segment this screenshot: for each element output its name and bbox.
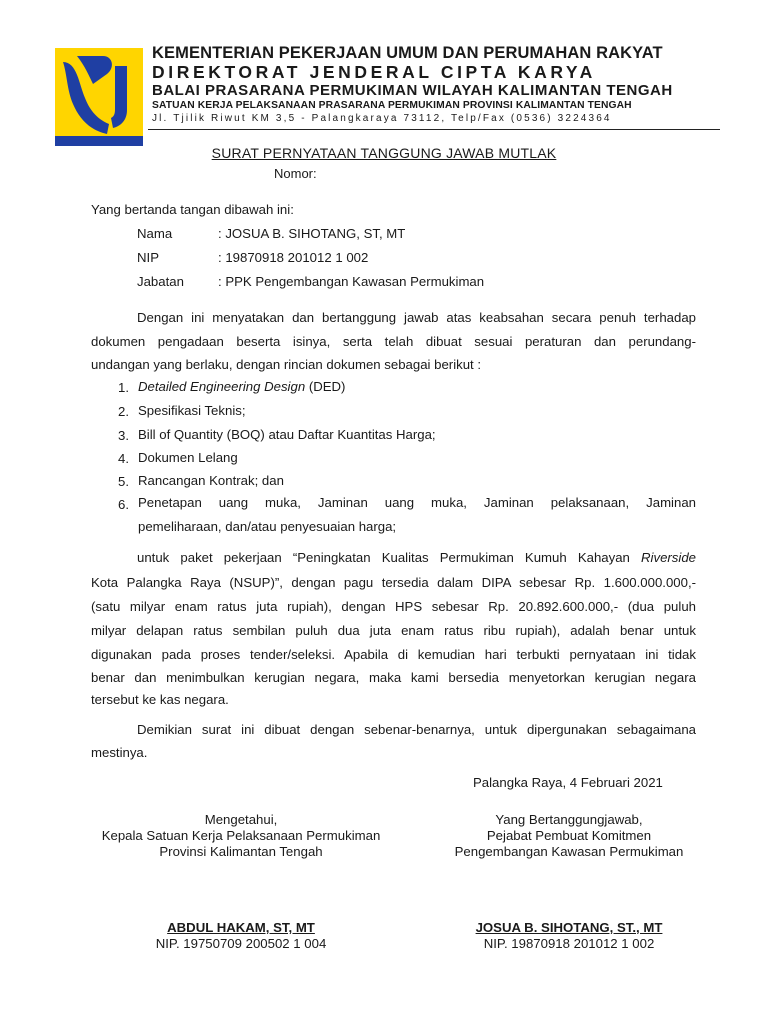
list-number: 6. [118, 497, 129, 512]
letterhead-divider [148, 129, 720, 130]
paragraph-3-line-2: mestinya. [91, 745, 148, 760]
paragraph-2-line-6: benar dan menimbulkan kerugian negara, maka kami bersedia menyetorkan kerugian negara [91, 670, 696, 685]
list-item: Dokumen Lelang [138, 450, 238, 465]
list-item-continuation: pemeliharaan, dan/atau penyesuaian harga; [138, 519, 397, 534]
list-number: 4. [118, 451, 129, 466]
paragraph-2-line-5: digunakan pada proses tender/seleksi. Apabila di kemudian hari terbukti pernyataan ini tidak [91, 647, 696, 662]
signatory-left-line-1: Mengetahui, [204, 812, 278, 827]
paragraph-2-line-1 [137, 550, 696, 565]
signatory-left-signature [80, 920, 402, 952]
identity-value-nip: : 19870918 201012 1 002 [218, 250, 369, 265]
place-date: Palangka Raya, 4 Februari 2021 [473, 775, 663, 790]
paragraph-1-line-1: Dengan ini menyatakan dan bertanggung jawab atas keabsahan secara penuh terhadap [137, 310, 696, 325]
signatory-right-line-3: Pengembangan Kawasan Permukiman [454, 844, 684, 859]
signatory-right-name: JOSUA B. SIHOTANG, ST., MT [475, 920, 663, 935]
list-item: Rancangan Kontrak; dan [138, 473, 284, 488]
signatory-left-line-2: Kepala Satuan Kerja Pelaksanaan Permukiman [101, 828, 381, 843]
list-number: 5. [118, 474, 129, 489]
ministry-name: KEMENTERIAN PEKERJAAN UMUM DAN PERUMAHAN RAKYAT [152, 44, 663, 62]
letter-title: SURAT PERNYATAAN TANGGUNG JAWAB MUTLAK [211, 145, 557, 161]
list-item: Bill of Quantity (BOQ) atau Daftar Kuantitas Harga; [138, 427, 436, 442]
signatory-right-signature [427, 920, 711, 952]
intro-text: Yang bertanda tangan dibawah ini: [91, 202, 294, 217]
paragraph-2-line-2: Kota Palangka Raya (NSUP)”, dengan pagu tersedia dalam DIPA sebesar Rp. 1.600.000.000,- [91, 575, 696, 590]
signatory-left-nip: NIP. 19750709 200502 1 004 [155, 936, 327, 951]
list-item: Penetapan uang muka, Jaminan uang muka, Jaminan pelaksanaan, Jaminan [138, 495, 696, 510]
paragraph-1-line-2: dokumen pengadaan beserta isinya, serta telah dibuat sesuai peraturan dan perundang- [91, 334, 696, 349]
office-name: BALAI PRASARANA PERMUKIMAN WILAYAH KALIMANTAN TENGAH [152, 82, 673, 99]
paragraph-2-line-3: (satu milyar enam ratus juta rupiah), dengan HPS sebesar Rp. 20.892.600.000,- (dua puluh [91, 599, 696, 614]
identity-label-position: Jabatan [137, 274, 184, 289]
list-item-italic-text: Detailed Engineering Design [138, 379, 306, 394]
signatory-left-name: ABDUL HAKAM, ST, MT [167, 920, 315, 935]
paragraph-2-line-1-text: untuk paket pekerjaan “Peningkatan Kualitas Permukiman Kumuh Kahayan [137, 550, 642, 565]
signatory-right-line-1: Yang Bertanggungjawab, [495, 812, 643, 827]
letterhead [152, 44, 722, 125]
office-address: Jl. Tjilik Riwut KM 3,5 - Palangkaraya 73112, Telp/Fax (0536) 3224364 [152, 113, 612, 124]
signatory-right [427, 812, 711, 860]
pupr-logo [55, 48, 143, 146]
signatory-right-nip: NIP. 19870918 201012 1 002 [483, 936, 655, 951]
letter-number-label: Nomor: [274, 166, 317, 181]
list-item: Spesifikasi Teknis; [138, 403, 246, 418]
identity-label-nip: NIP [137, 250, 159, 265]
list-number: 2. [118, 404, 129, 419]
signatory-left-line-3: Provinsi Kalimantan Tengah [159, 844, 323, 859]
paragraph-2-line-1-italic: Riverside [641, 550, 696, 565]
identity-label-name: Nama [137, 226, 173, 241]
list-number: 3. [118, 428, 129, 443]
identity-value-name: : JOSUA B. SIHOTANG, ST, MT [218, 226, 406, 241]
identity-value-position: : PPK Pengembangan Kawasan Permukiman [218, 274, 485, 289]
work-unit-name: SATUAN KERJA PELAKSANAAN PRASARANA PERMUKIMAN PROVINSI KALIMANTAN TENGAH [152, 100, 632, 111]
paragraph-3-line-1: Demikian surat ini dibuat dengan sebenar-benarnya, untuk dipergunakan sebagaimana [137, 722, 696, 737]
signatory-right-line-2: Pejabat Pembuat Komitmen [486, 828, 652, 843]
list-item [138, 378, 345, 396]
paragraph-1-line-3: undangan yang berlaku, dengan rincian dokumen sebagai berikut : [91, 357, 482, 372]
paragraph-2-line-4: milyar delapan ratus sembilan puluh dua juta enam ratus ribu rupiah), adalah benar untuk [91, 623, 696, 638]
list-item-text: (DED) [305, 379, 346, 394]
signatory-left [80, 812, 402, 860]
list-number: 1. [118, 380, 129, 395]
directorate-name: DIREKTORAT JENDERAL CIPTA KARYA [152, 62, 596, 82]
paragraph-2-line-7: tersebut ke kas negara. [91, 692, 229, 707]
